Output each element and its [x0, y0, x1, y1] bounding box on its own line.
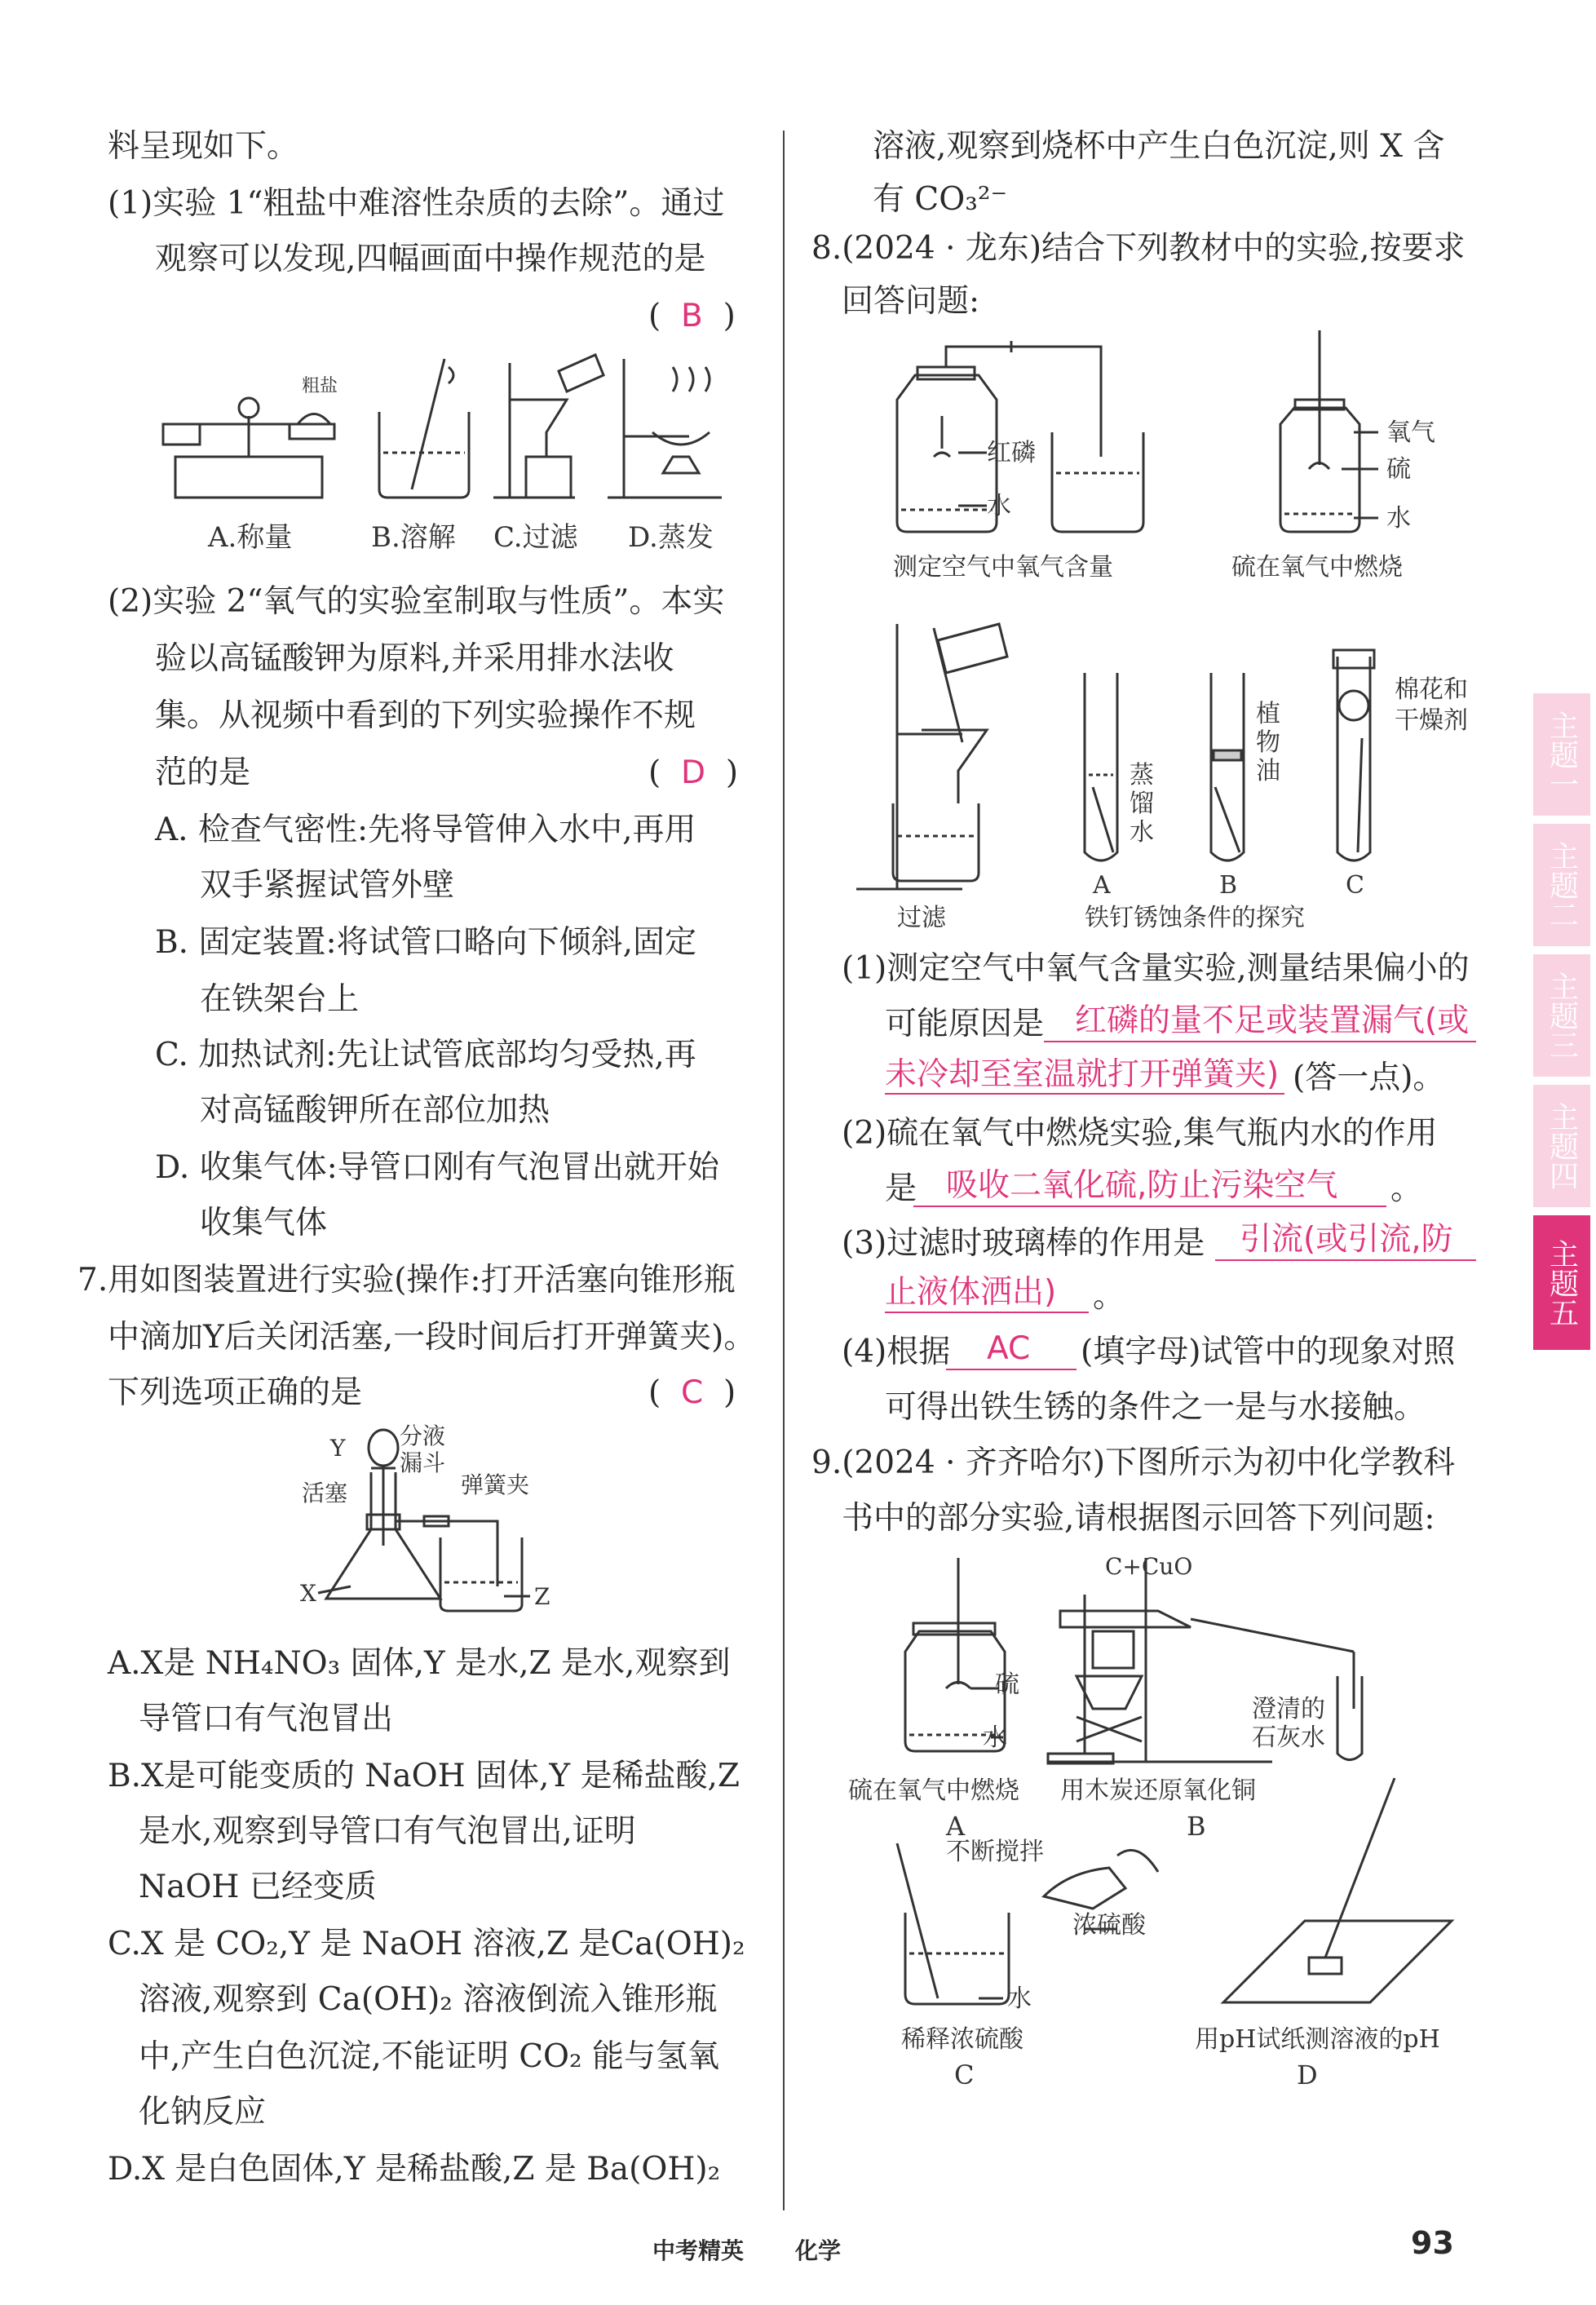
label-tube-b: B [1219, 871, 1238, 900]
label-stir: 不断搅拌 [946, 1838, 1044, 1866]
page-number: 93 [1411, 2225, 1454, 2261]
q7-line: 下列选项正确的是 [108, 1374, 363, 1411]
label-desiccant: 干燥剂 [1395, 706, 1468, 735]
label-clip: 弹簧夹 [461, 1471, 530, 1498]
label-acid: 浓硫酸 [1072, 1911, 1146, 1940]
label-distilled-2: 馏 [1130, 790, 1154, 818]
caption-oxygen-content: 测定空气中氧气含量 [893, 553, 1113, 582]
q7-option: C.X 是 CO₂,Y 是 NaOH 溶液,Z 是Ca(OH)₂ [108, 1926, 745, 1962]
label-red-p: 红磷 [987, 439, 1036, 467]
caption-a: A.称量 [208, 521, 293, 554]
q8-2-answer: 吸收二氧化硫,防止污染空气 [946, 1167, 1338, 1204]
label-distilled-3: 水 [1130, 818, 1154, 847]
label-funnel: 分液 [400, 1422, 446, 1449]
caption-filtration: 过滤 [897, 904, 946, 932]
caption-rust: 铁钉锈蚀条件的探究 [1085, 904, 1305, 932]
label-x: X [300, 1580, 316, 1607]
q8-2-line: 是 [885, 1170, 917, 1207]
q1-answer-bracket: ( B ) [648, 298, 736, 334]
label-water: 水 [987, 492, 1011, 520]
q7-option: A.X是 NH₄NO₃ 固体,Y 是水,Z 是水,观察到 [108, 1645, 731, 1682]
text-line: 有 CO₃²⁻ [873, 181, 1008, 218]
q9-line: 9.(2024 · 齐齐哈尔)下图所示为初中化学教科 [811, 1444, 1456, 1481]
q8-1-line: 可能原因是 [885, 1006, 1045, 1042]
q2-option: 在铁架台上 [200, 981, 360, 1018]
label-d: D [1297, 2059, 1318, 2090]
q8-4-answer: AC [987, 1330, 1031, 1367]
q7-option: NaOH 已经变质 [139, 1869, 377, 1905]
text-line: 料呈现如下。 [108, 128, 299, 165]
q8-1-line: (1)测定空气中氧气含量实验,测量结果偏小的 [842, 950, 1470, 987]
q2-answer: D [681, 754, 706, 791]
figure-q9 [848, 1546, 1501, 2174]
q2-option: 双手紧握试管外壁 [200, 867, 455, 904]
q8-1-line: (答一点)。 [1293, 1060, 1445, 1096]
q7-option: 溶液,观察到 Ca(OH)₂ 溶液倒流入锥形瓶 [139, 1981, 718, 2018]
label-oil-2: 物 [1256, 728, 1280, 757]
label-a-sulfur: 硫 [995, 1670, 1019, 1699]
label-cotton: 棉花和 [1395, 675, 1468, 704]
q8-1-answer: 未冷却至室温就打开弹簧夹) [885, 1056, 1280, 1093]
q7-option: B.X是可能变质的 NaOH 固体,Y 是稀盐酸,Z [108, 1758, 741, 1794]
q8-1-answer: 红磷的量不足或装置漏气(或 [1075, 1002, 1470, 1039]
q7-option: D.X 是白色固体,Y 是稀盐酸,Z 是 Ba(OH)₂ [108, 2151, 721, 2188]
caption-d: 用pH试纸测溶液的pH [1195, 2025, 1440, 2054]
label-c-water: 水 [1007, 1984, 1032, 2013]
label-tube-c: C [1346, 871, 1364, 900]
label-oxygen: 氧气 [1386, 418, 1435, 447]
label-c-cuo: C+CuO [1105, 1553, 1193, 1580]
q8-4-line: (填字母)试管中的现象对照 [1081, 1334, 1456, 1370]
caption-c: 稀释浓硫酸 [901, 2025, 1023, 2054]
caption-b: 用木炭还原氧化铜 [1060, 1776, 1256, 1805]
label-oil-3: 油 [1256, 757, 1280, 785]
answer-underline [913, 1206, 1386, 1207]
caption-b: B.溶解 [371, 521, 456, 554]
q2-option: B. 固定装置:将试管口略向下倾斜,固定 [155, 924, 696, 961]
caption-sulfur-burn: 硫在氧气中燃烧 [1231, 553, 1403, 582]
q7-option: 化钠反应 [139, 2094, 267, 2130]
q8-line: 8.(2024 · 龙东)结合下列教材中的实验,按要求 [811, 230, 1466, 267]
text-line: 溶液,观察到烧杯中产生白色沉淀,则 X 含 [873, 128, 1445, 165]
figure-q7-apparatus [302, 1423, 571, 1619]
q2-option: 收集气体 [200, 1205, 328, 1241]
label-oil-1: 植 [1256, 700, 1280, 728]
answer-underline [946, 1369, 1077, 1370]
q2-line: 集。从视频中看到的下列实验操作不规 [155, 697, 696, 734]
answer-underline [885, 1312, 1089, 1313]
tab-theme-1[interactable]: 主题一 [1533, 693, 1590, 816]
figure-salt-purification [151, 343, 754, 563]
label-a: A [946, 1811, 966, 1842]
tab-theme-3[interactable]: 主题三 [1533, 954, 1590, 1077]
q7-line: 中滴加Y后关闭活塞,一段时间后打开弹簧夹)。 [108, 1319, 756, 1356]
q2-option: D. 收集气体:导管口刚有气泡冒出就开始 [155, 1149, 719, 1186]
answer-underline [1044, 1041, 1476, 1042]
q8-line: 回答问题: [842, 283, 980, 320]
q8-2-line: (2)硫在氧气中燃烧实验,集气瓶内水的作用 [842, 1115, 1438, 1152]
q2-answer-bracket: ( D ) [648, 754, 739, 791]
q8-4-line: 可得出铁生锈的条件之一是与水接触。 [885, 1389, 1426, 1426]
label-crude-salt: 粗盐 [302, 376, 338, 396]
q2-option: 对高锰酸钾所在部位加热 [200, 1092, 550, 1129]
label-limewater-2: 石灰水 [1252, 1723, 1325, 1752]
q7-option: 是水,观察到导管口有气泡冒出,证明 [139, 1813, 636, 1850]
q8-3-answer: 止液体洒出) [885, 1274, 1057, 1311]
answer-underline [885, 1093, 1284, 1095]
q2-line: (2)实验 2“氧气的实验室制取与性质”。本实 [108, 583, 725, 620]
balance-base [175, 457, 322, 498]
label-y: Y [330, 1435, 346, 1462]
q1-answer: B [681, 298, 703, 334]
q2-option: C. 加热试剂:先让试管底部均匀受热,再 [155, 1037, 696, 1073]
label-sulfur: 硫 [1386, 455, 1411, 484]
label-valve: 活塞 [302, 1480, 348, 1506]
q7-line: 7.用如图装置进行实验(操作:打开活塞向锥形瓶 [77, 1262, 736, 1298]
tab-theme-2[interactable]: 主题二 [1533, 824, 1590, 946]
caption-a: 硫在氧气中燃烧 [848, 1776, 1019, 1805]
label-b: B [1187, 1811, 1206, 1842]
q8-2-line: 。 [1390, 1170, 1423, 1207]
q7-answer-bracket: ( C ) [648, 1374, 736, 1411]
q7-answer: C [681, 1374, 704, 1411]
answer-underline [1215, 1259, 1476, 1261]
tab-theme-5[interactable]: 主题五 [1533, 1215, 1590, 1350]
label-water2: 水 [1386, 504, 1411, 533]
footer-subject: 化学 [795, 2237, 842, 2264]
q8-3-line: (3)过滤时玻璃棒的作用是 [842, 1225, 1205, 1262]
q8-3-answer: 引流(或引流,防 [1240, 1221, 1453, 1258]
label-z: Z [534, 1583, 550, 1610]
label-distilled-1: 蒸 [1130, 761, 1154, 790]
footer-book: 中考精英 [652, 2237, 745, 2264]
label-tube-a: A [1093, 871, 1111, 900]
q8-3-line: 。 [1093, 1278, 1125, 1315]
label-limewater-1: 澄清的 [1252, 1695, 1325, 1723]
figure-q8-bottom [840, 616, 1492, 934]
q1-line: 观察可以发现,四幅画面中操作规范的是 [155, 241, 706, 277]
q7-option: 导管口有气泡冒出 [139, 1701, 394, 1737]
figure-q8-top [864, 326, 1484, 587]
q7-option: 中,产生白色沉淀,不能证明 CO₂ 能与氢氧 [139, 2038, 720, 2075]
label-c: C [954, 2059, 975, 2090]
q2-line: 范的是 [155, 754, 251, 791]
q2-option: A. 检查气密性:先将导管伸入水中,再用 [155, 812, 696, 848]
label-funnel2: 漏斗 [400, 1449, 446, 1476]
tab-theme-4[interactable]: 主题四 [1533, 1085, 1590, 1207]
q2-line: 验以高锰酸钾为原料,并采用排水法收 [155, 640, 674, 677]
q9-line: 书中的部分实验,请根据图示回答下列问题: [842, 1500, 1435, 1537]
caption-c: C.过滤 [493, 521, 578, 554]
q8-4-line: (4)根据 [842, 1334, 951, 1370]
q1-line: (1)实验 1“粗盐中难溶性杂质的去除”。通过 [108, 185, 725, 222]
column-divider [783, 131, 785, 2210]
label-a-water: 水 [983, 1723, 1007, 1752]
caption-d: D.蒸发 [628, 521, 714, 554]
